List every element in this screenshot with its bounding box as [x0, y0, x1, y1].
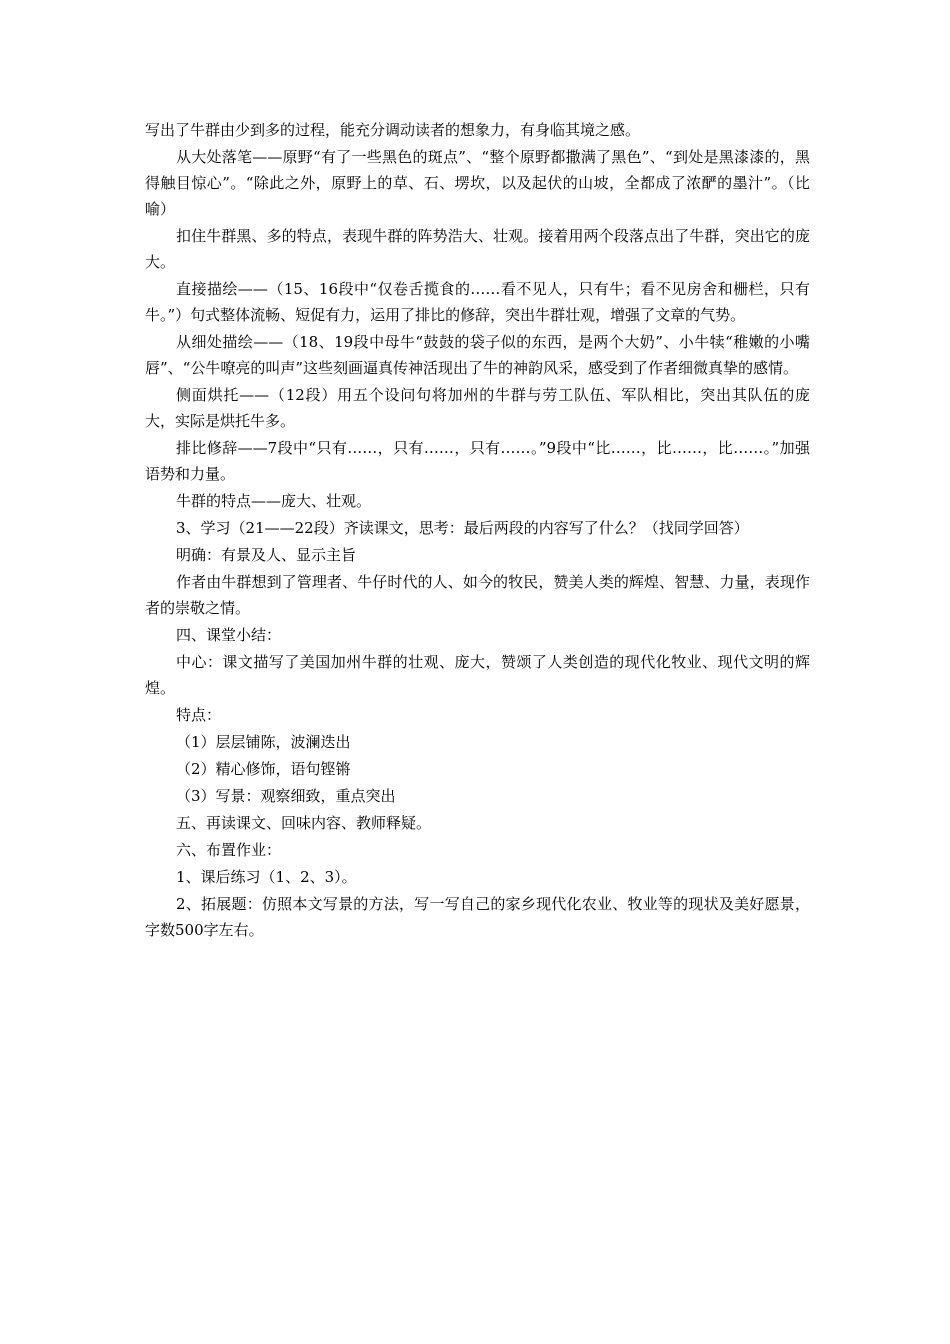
- heading-features: 特点：: [176, 706, 222, 724]
- homework-item-2: 2、拓展题：仿照本文写景的方法，写一写自己的家乡现代化农业、牧业等的现状及美好愿景，字数500字左右。: [145, 895, 810, 939]
- paragraph-study-step-3: 3、学习（21——22段）齐读课文，思考：最后两段的内容写了什么？（找同学回答）: [176, 519, 749, 537]
- document-body: [145, 117, 810, 944]
- paragraph-side-contrast: 侧面烘托——（12段）用五个设问句将加州的牛群与劳工队伍、军队相比，突出其队伍的庞大，实际是烘托牛多。: [145, 386, 810, 430]
- heading-homework: 六、布置作业：: [176, 841, 282, 859]
- paragraph-black-many: 扣住牛群黑、多的特点，表现牛群的阵势浩大、壮观。接着用两个段落点出了牛群，突出它的庞大。: [145, 227, 810, 271]
- heading-reread: 五、再读课文、回味内容、教师释疑。: [176, 814, 432, 832]
- paragraph-center-idea: 中心：课文描写了美国加州牛群的壮观、庞大，赞颂了人类创造的现代化牧业、现代文明的辉煌。: [145, 653, 810, 697]
- paragraph-direct-description: 直接描绘——（15、16段中“仅卷舌揽食的……看不见人，只有牛；看不见房舍和栅栏，只有牛。”）句式整体流畅、短促有力，运用了排比的修辞，突出牛群壮观，增强了文章的气势。: [145, 280, 810, 324]
- paragraph-detail-description: 从细处描绘——（18、19段中母牛“鼓鼓的袋子似的东西，是两个大奶”、小牛犊“稚嫩的小嘴唇”、“公牛嘹亮的叫声”这些刻画逼真传神活现出了牛的神韵风采，感受到了作者细微真挚的感情。: [145, 333, 810, 377]
- list-item-feature-3: （3）写景：观察细致，重点突出: [176, 787, 396, 805]
- paragraph-author-praise: 作者由牛群想到了管理者、牛仔时代的人、如今的牧民，赞美人类的辉煌、智慧、力量，表现作者的崇敬之情。: [145, 573, 810, 617]
- homework-item-1: 1、课后练习（1、2、3）。: [176, 868, 357, 886]
- list-item-feature-1: （1）层层铺陈，波澜迭出: [176, 733, 351, 751]
- heading-summary: 四、课堂小结：: [176, 626, 282, 644]
- paragraph-broad-description: 从大处落笔——原野“有了一些黑色的斑点”、“整个原野都撒满了黑色”、“到处是黑漆漆的，黑得触目惊心”。“除此之外，原野上的草、石、塄坎，以及起伏的山坡，全都成了浓酽的墨汁”。（比喻）: [145, 148, 810, 218]
- paragraph-continuation: 写出了牛群由少到多的过程，能充分调动读者的想象力，有身临其境之感。: [145, 121, 641, 139]
- paragraph-herd-features: 牛群的特点——庞大、壮观。: [176, 492, 372, 510]
- paragraph-clarify: 明确：有景及人、显示主旨: [176, 546, 357, 564]
- paragraph-parallelism: 排比修辞——7段中“只有……，只有……，只有……。”9段中“比……，比……，比……。”加强语势和力量。: [145, 439, 810, 483]
- list-item-feature-2: （2）精心修饰，语句铿锵: [176, 760, 351, 778]
